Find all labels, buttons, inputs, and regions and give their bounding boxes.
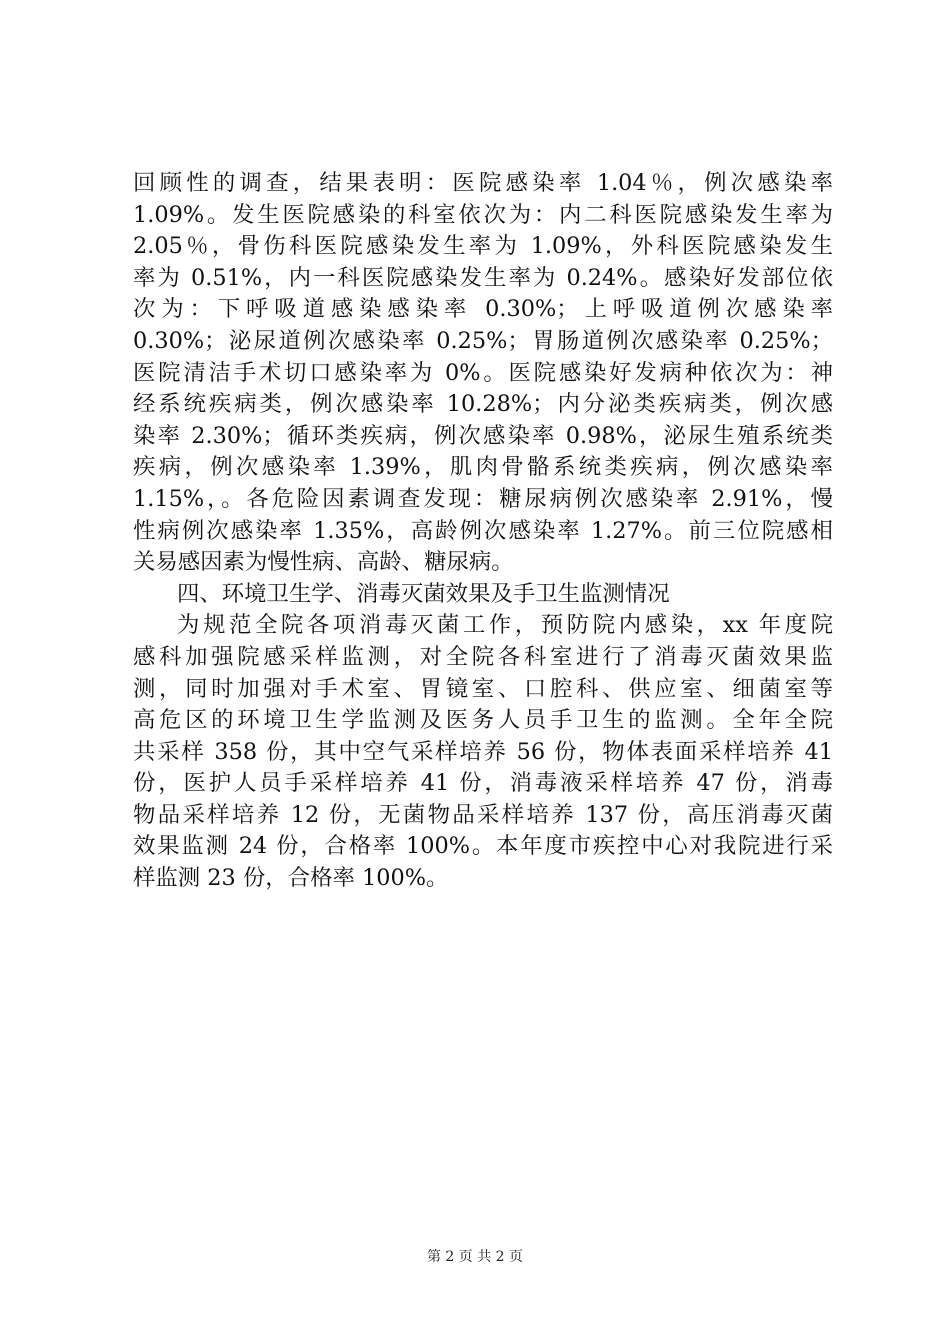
text-line: 率为 0.51%，内一科医院感染发生率为 0.24%。感染好发部位依 bbox=[133, 264, 833, 291]
text-line: 关易感因素为慢性病、高龄、糖尿病。 bbox=[133, 549, 514, 576]
text-line: 回顾性的调查，结果表明：医院感染率 1.04％，例次感染率 bbox=[133, 170, 833, 196]
document-body bbox=[133, 168, 833, 895]
text-line: 染率 2.30%；循环类疾病，例次感染率 0.98%，泌尿生殖系统类 bbox=[133, 422, 833, 449]
text-line: 测，同时加强对手术室、胃镜室、口腔科、供应室、细菌室等 bbox=[133, 675, 833, 702]
text-line: 高危区的环境卫生学监测及医务人员手卫生的监测。全年全院 bbox=[133, 707, 833, 734]
text-line: 样监测 23 份，合格率 100%。 bbox=[133, 865, 449, 892]
text-line: 医院清洁手术切口感染率为 0%。医院感染好发病种依次为：神 bbox=[133, 359, 833, 386]
text-line: 共采样 358 份，其中空气采样培养 56 份，物体表面采样培养 41 bbox=[133, 738, 833, 765]
text-line: 感科加强院感采样监测，对全院各科室进行了消毒灭菌效果监 bbox=[133, 643, 833, 670]
text-line: 物品采样培养 12 份，无菌物品采样培养 137 份，高压消毒灭菌 bbox=[133, 801, 833, 828]
text-line: 次为：下呼吸道感染感染率 0.30%；上呼吸道例次感染率 bbox=[133, 296, 833, 323]
section-heading: 四、环境卫生学、消毒灭菌效果及手卫生监测情况 bbox=[177, 580, 670, 607]
text-line: 2.05％，骨伤科医院感染发生率为 1.09%，外科医院感染发生 bbox=[133, 233, 833, 260]
text-line: 性病例次感染率 1.35%，高龄例次感染率 1.27%。前三位院感相 bbox=[133, 517, 833, 544]
text-line: 疾病，例次感染率 1.39%，肌肉骨骼系统类疾病，例次感染率 bbox=[133, 454, 833, 481]
text-line: 份，医护人员手采样培养 41 份，消毒液采样培养 47 份，消毒 bbox=[133, 770, 833, 797]
text-line: 1.15%，。各危险因素调查发现：糖尿病例次感染率 2.91%，慢 bbox=[133, 485, 833, 512]
text-line: 0.30%；泌尿道例次感染率 0.25%；胃肠道例次感染率 0.25%； bbox=[133, 327, 833, 354]
page-footer: 第 2 页 共 2 页 bbox=[426, 1249, 524, 1265]
text-line: 为规范全院各项消毒灭菌工作，预防院内感染，xx 年度院 bbox=[177, 612, 833, 639]
text-line: 1.09%。发生医院感染的科室依次为：内二科医院感染发生率为 bbox=[133, 201, 833, 228]
text-line: 经系统疾病类，例次感染率 10.28%；内分泌类疾病类，例次感 bbox=[133, 391, 833, 418]
text-line: 效果监测 24 份，合格率 100%。本年度市疾控中心对我院进行采 bbox=[133, 833, 833, 860]
